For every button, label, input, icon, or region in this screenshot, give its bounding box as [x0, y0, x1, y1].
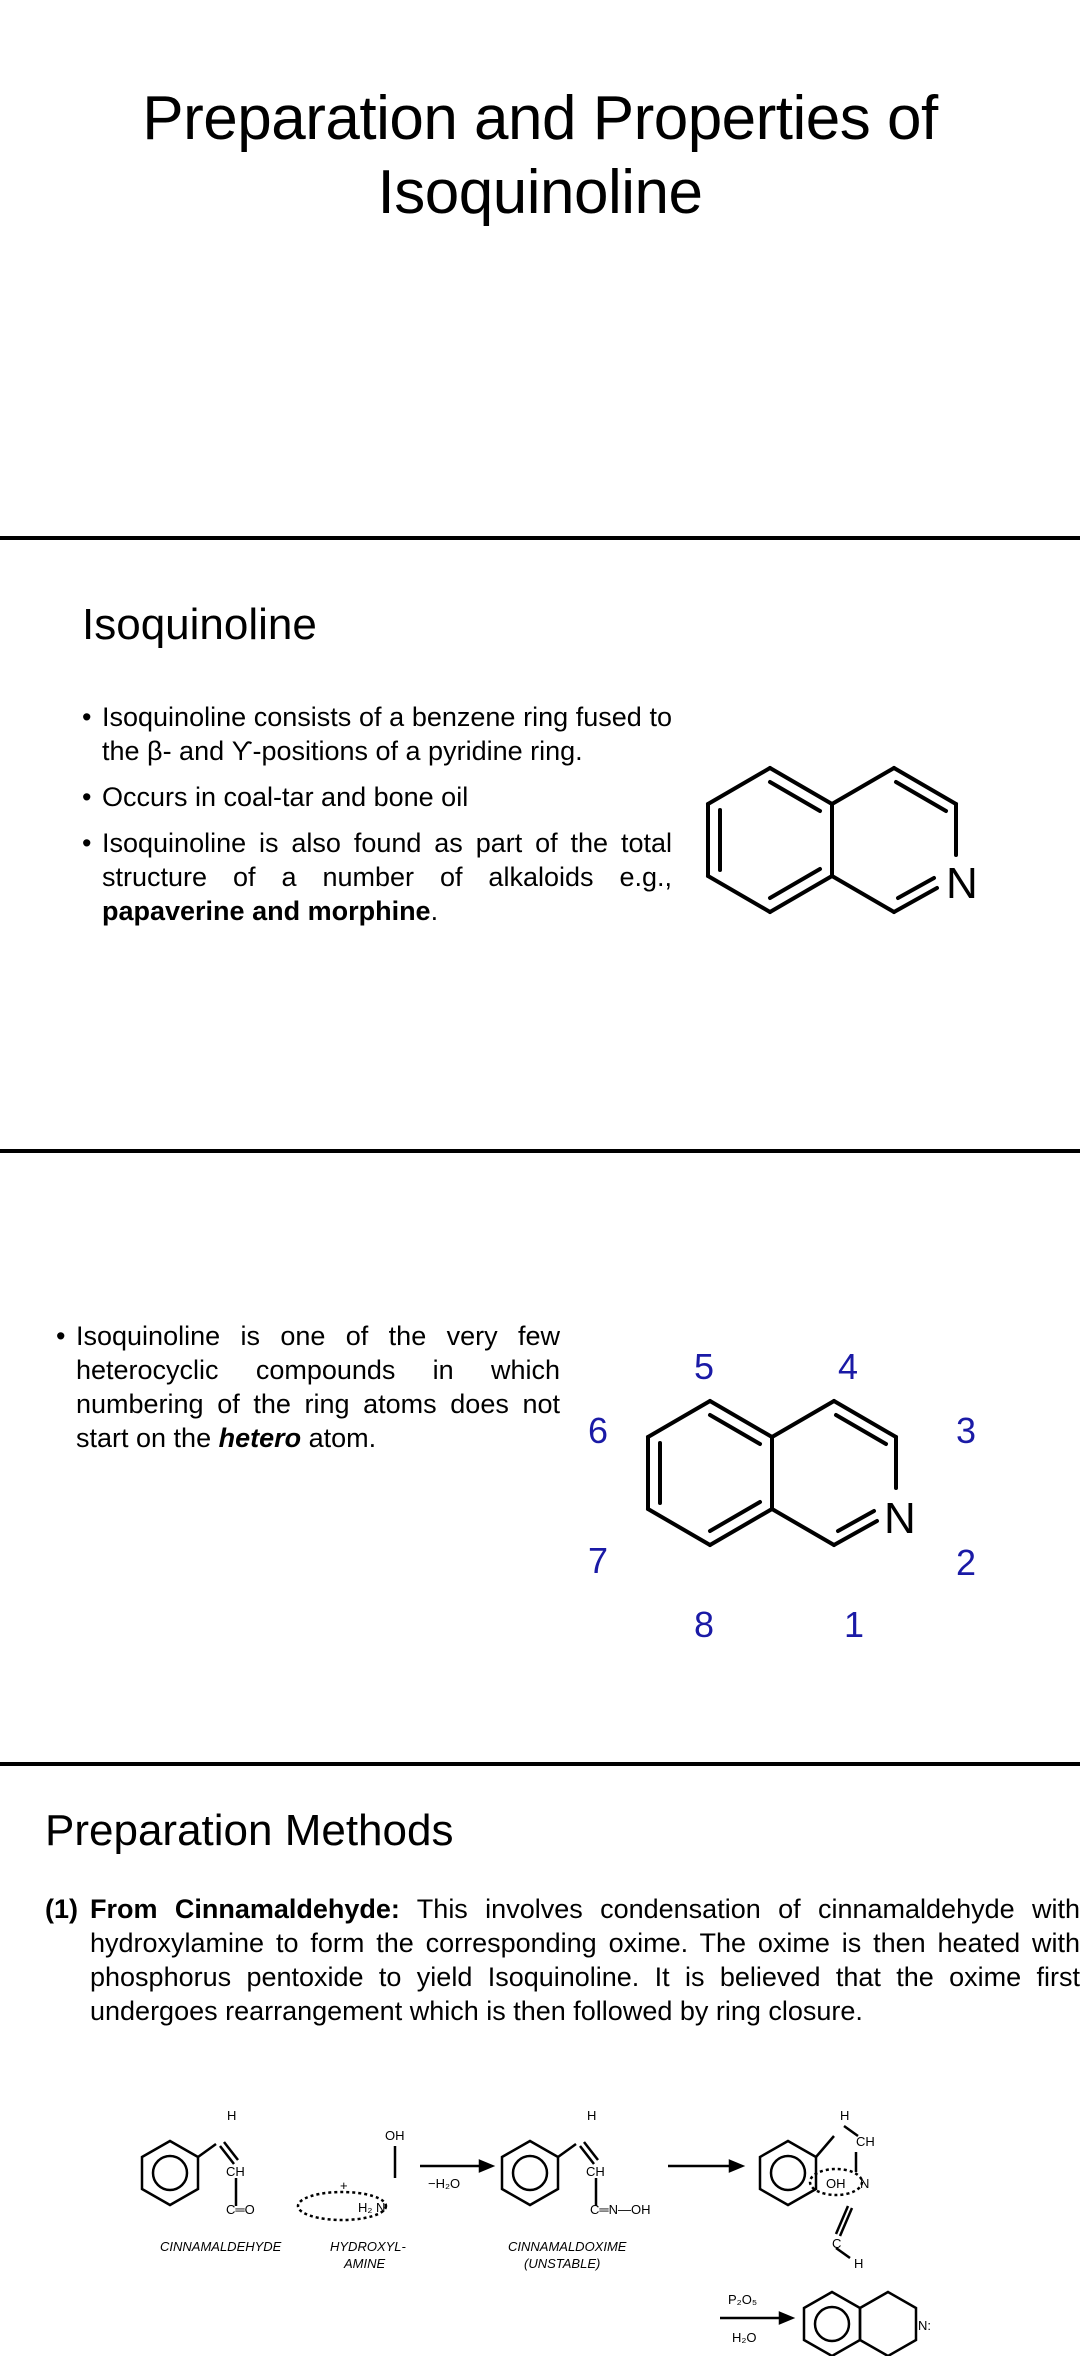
- oxime-label-line2: (UNSTABLE): [524, 2256, 601, 2271]
- reaction-p2o5-label: P₂O₅: [728, 2292, 758, 2307]
- isoquinoline-structure: [700, 720, 1030, 950]
- bullet-text: Occurs in coal-tar and bone oil: [102, 782, 469, 812]
- bullet-text: Isoquinoline is one of the very few heterocyclic compounds in which numbering of the ring atoms does not start on the: [76, 1321, 560, 1453]
- bullet-item: [82, 780, 672, 814]
- slide-heading: Preparation Methods: [45, 1806, 454, 1855]
- slide-title: Preparation and Properties of Isoquinoline: [142, 84, 938, 227]
- bullet-item: [56, 1319, 560, 1455]
- bullet-bold-text: papaverine and morphine: [102, 896, 431, 926]
- bullet-emphasis: hetero: [218, 1423, 302, 1453]
- position-number-3: 3: [956, 1410, 977, 1451]
- position-number-1: 1: [844, 1604, 865, 1645]
- bullet-text: .: [430, 896, 439, 926]
- reaction-oh-label: OH: [385, 2128, 405, 2143]
- position-number-2: 2: [956, 1542, 977, 1583]
- isoquinoline-slide: [0, 540, 1080, 1149]
- oxime-label-line1: CINNAMALDOXIME: [508, 2239, 627, 2254]
- title-slide: [0, 0, 1080, 536]
- reaction-n-colon-label: N:: [918, 2318, 931, 2333]
- reaction-minus-water: −H₂O: [428, 2176, 461, 2191]
- reaction-c-eq-o-label: C═O: [226, 2202, 255, 2217]
- reaction-scheme: [120, 2106, 960, 2356]
- position-number-8: 8: [694, 1604, 715, 1645]
- method-title: From Cinnamaldehyde:: [90, 1894, 400, 1924]
- reaction-ch-label: CH: [856, 2134, 875, 2149]
- reaction-oh-label: OH: [826, 2176, 846, 2191]
- method-number: (1): [45, 1894, 78, 1924]
- reaction-c-label: C: [832, 2236, 842, 2251]
- reaction-h2o-label: H₂O: [732, 2330, 757, 2345]
- method-paragraph: [45, 1892, 1080, 2028]
- position-number-5: 5: [694, 1346, 715, 1387]
- method-text: This involves condensation of cinnamaldehyde with hydroxylamine to form the corresponding oxime. The oxime is then heated with phosphorus pentoxide to yield Isoquinoline. It is believed that the oxime first undergoes rearrangement which is then followed by ring closure.: [90, 1894, 1080, 2026]
- bullet-text: atom.: [301, 1423, 377, 1453]
- hydroxylamine-label-line2: AMINE: [344, 2256, 386, 2271]
- reaction-plus-sign: +: [340, 2178, 348, 2193]
- bullet-item: [82, 826, 672, 928]
- position-number-7: 7: [588, 1540, 609, 1581]
- nitrogen-label: N: [946, 859, 978, 908]
- numbered-isoquinoline-structure: [570, 1343, 990, 1663]
- bullet-text: Isoquinoline is also found as part of the total structure of a number of alkaloids e.g.,: [102, 828, 672, 892]
- position-number-4: 4: [838, 1346, 859, 1387]
- reaction-h-label: H: [227, 2108, 237, 2123]
- bullet-list: [82, 700, 672, 940]
- slide-heading: Isoquinoline: [82, 600, 317, 649]
- reaction-h-label: H: [587, 2108, 597, 2123]
- reaction-h-label: H: [840, 2108, 850, 2123]
- bullet-item: [82, 700, 672, 768]
- nitrogen-label: N: [884, 1494, 916, 1543]
- bullet-text: Isoquinoline consists of a benzene ring fused to the β- and ϒ-positions of a pyridine ring.: [102, 702, 672, 766]
- hydroxylamine-label-line1: HYDROXYL-: [330, 2239, 406, 2254]
- reaction-h-label: H: [854, 2256, 864, 2271]
- position-number-6: 6: [588, 1410, 609, 1451]
- reaction-ch-label: CH: [586, 2164, 605, 2179]
- reaction-c-eq-n-oh-label: C═N—OH: [590, 2202, 651, 2217]
- reaction-n-label: N: [860, 2176, 870, 2191]
- numbering-slide: [0, 1153, 1080, 1762]
- cinnamaldehyde-label: CINNAMALDEHYDE: [160, 2239, 282, 2254]
- reaction-h2n-label: H₂ N: [358, 2200, 386, 2215]
- reaction-ch-label: CH: [226, 2164, 245, 2179]
- preparation-slide: [0, 1766, 1080, 2368]
